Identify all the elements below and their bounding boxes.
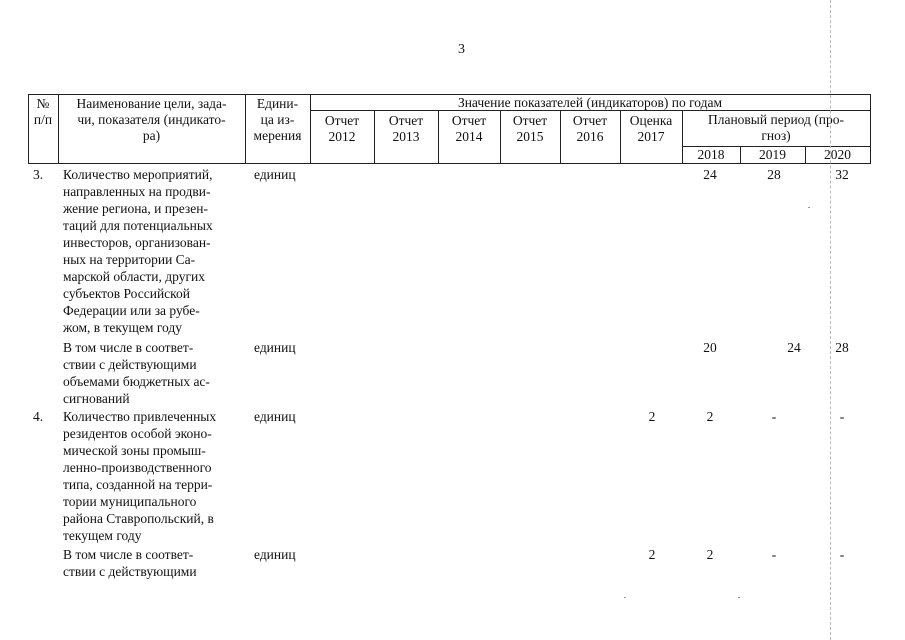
row-value-2018: 2	[706, 409, 714, 424]
row-value-2020: -	[839, 409, 845, 424]
row-value-2019: -	[771, 547, 777, 562]
row-value-2020: -	[839, 547, 845, 562]
grid-v-12	[870, 94, 871, 164]
row-value-2019: 24	[787, 340, 801, 355]
scan-speck	[738, 597, 740, 598]
header-name: Наименование цели, зада- чи, показателя (индикато- ра)	[76, 96, 227, 143]
row-value-2017: 2	[648, 409, 656, 424]
header-col-2012: Отчет 2012	[324, 113, 360, 144]
page-number: 3	[458, 42, 465, 57]
row-name: В том числе в соответ- ствии с действующими	[63, 547, 197, 579]
header-plan-2020: 2020	[824, 147, 851, 162]
row-unit: единиц	[254, 167, 296, 182]
header-values-title: Значение показателей (индикаторов) по годам	[457, 95, 723, 110]
row-unit: единиц	[254, 340, 296, 355]
header-plan-2019: 2019	[759, 147, 786, 162]
row-unit: единиц	[254, 547, 296, 562]
row-value-2019: -	[771, 409, 777, 424]
header-col-2017: Оценка 2017	[629, 113, 673, 144]
row-name: Количество мероприятий, направленных на продви- жение региона, и презен- таций для потенциальных инвесторов, организован- ных на территории Са- марской области, других субъектов Российской Федерации или за рубе- жом, в текущем году	[63, 167, 213, 335]
header-col-2014: Отчет 2014	[451, 113, 487, 144]
row-no: 4.	[33, 409, 44, 424]
header-plan-title: Плановый период (про- гноз)	[707, 112, 844, 143]
header-bottom-border	[28, 163, 870, 164]
row-value-2020: 28	[835, 340, 849, 355]
row-unit: единиц	[254, 409, 296, 424]
row-value-2020: 32	[835, 167, 849, 182]
row-value-2019: 28	[767, 167, 781, 182]
header-col-2015: Отчет 2015	[512, 113, 548, 144]
row-name: Количество привлеченных резидентов особой эконо- мической зоны промыш- ленно-производственного типа, созданной на терри- тории муниципального района Ставропольский, в текущем году	[63, 409, 217, 543]
row-value-2018: 2	[706, 547, 714, 562]
row-no: 3.	[33, 167, 44, 182]
header-plan-2018: 2018	[697, 147, 725, 162]
row-value-2018: 24	[703, 167, 717, 182]
row-name: В том числе в соответ- ствии с действующими объемами бюджетных ас- сигнований	[63, 340, 210, 406]
row-value-2018: 20	[703, 340, 717, 355]
header-no: № п/п	[33, 96, 53, 127]
scan-speck	[808, 207, 810, 208]
header-col-2016: Отчет 2016	[572, 113, 608, 144]
header-unit: Едини- ца из- мерения	[253, 96, 302, 143]
header-col-2013: Отчет 2013	[388, 113, 424, 144]
scan-speck	[624, 597, 626, 598]
scan-fold-line	[830, 0, 831, 640]
row-value-2017: 2	[648, 547, 656, 562]
